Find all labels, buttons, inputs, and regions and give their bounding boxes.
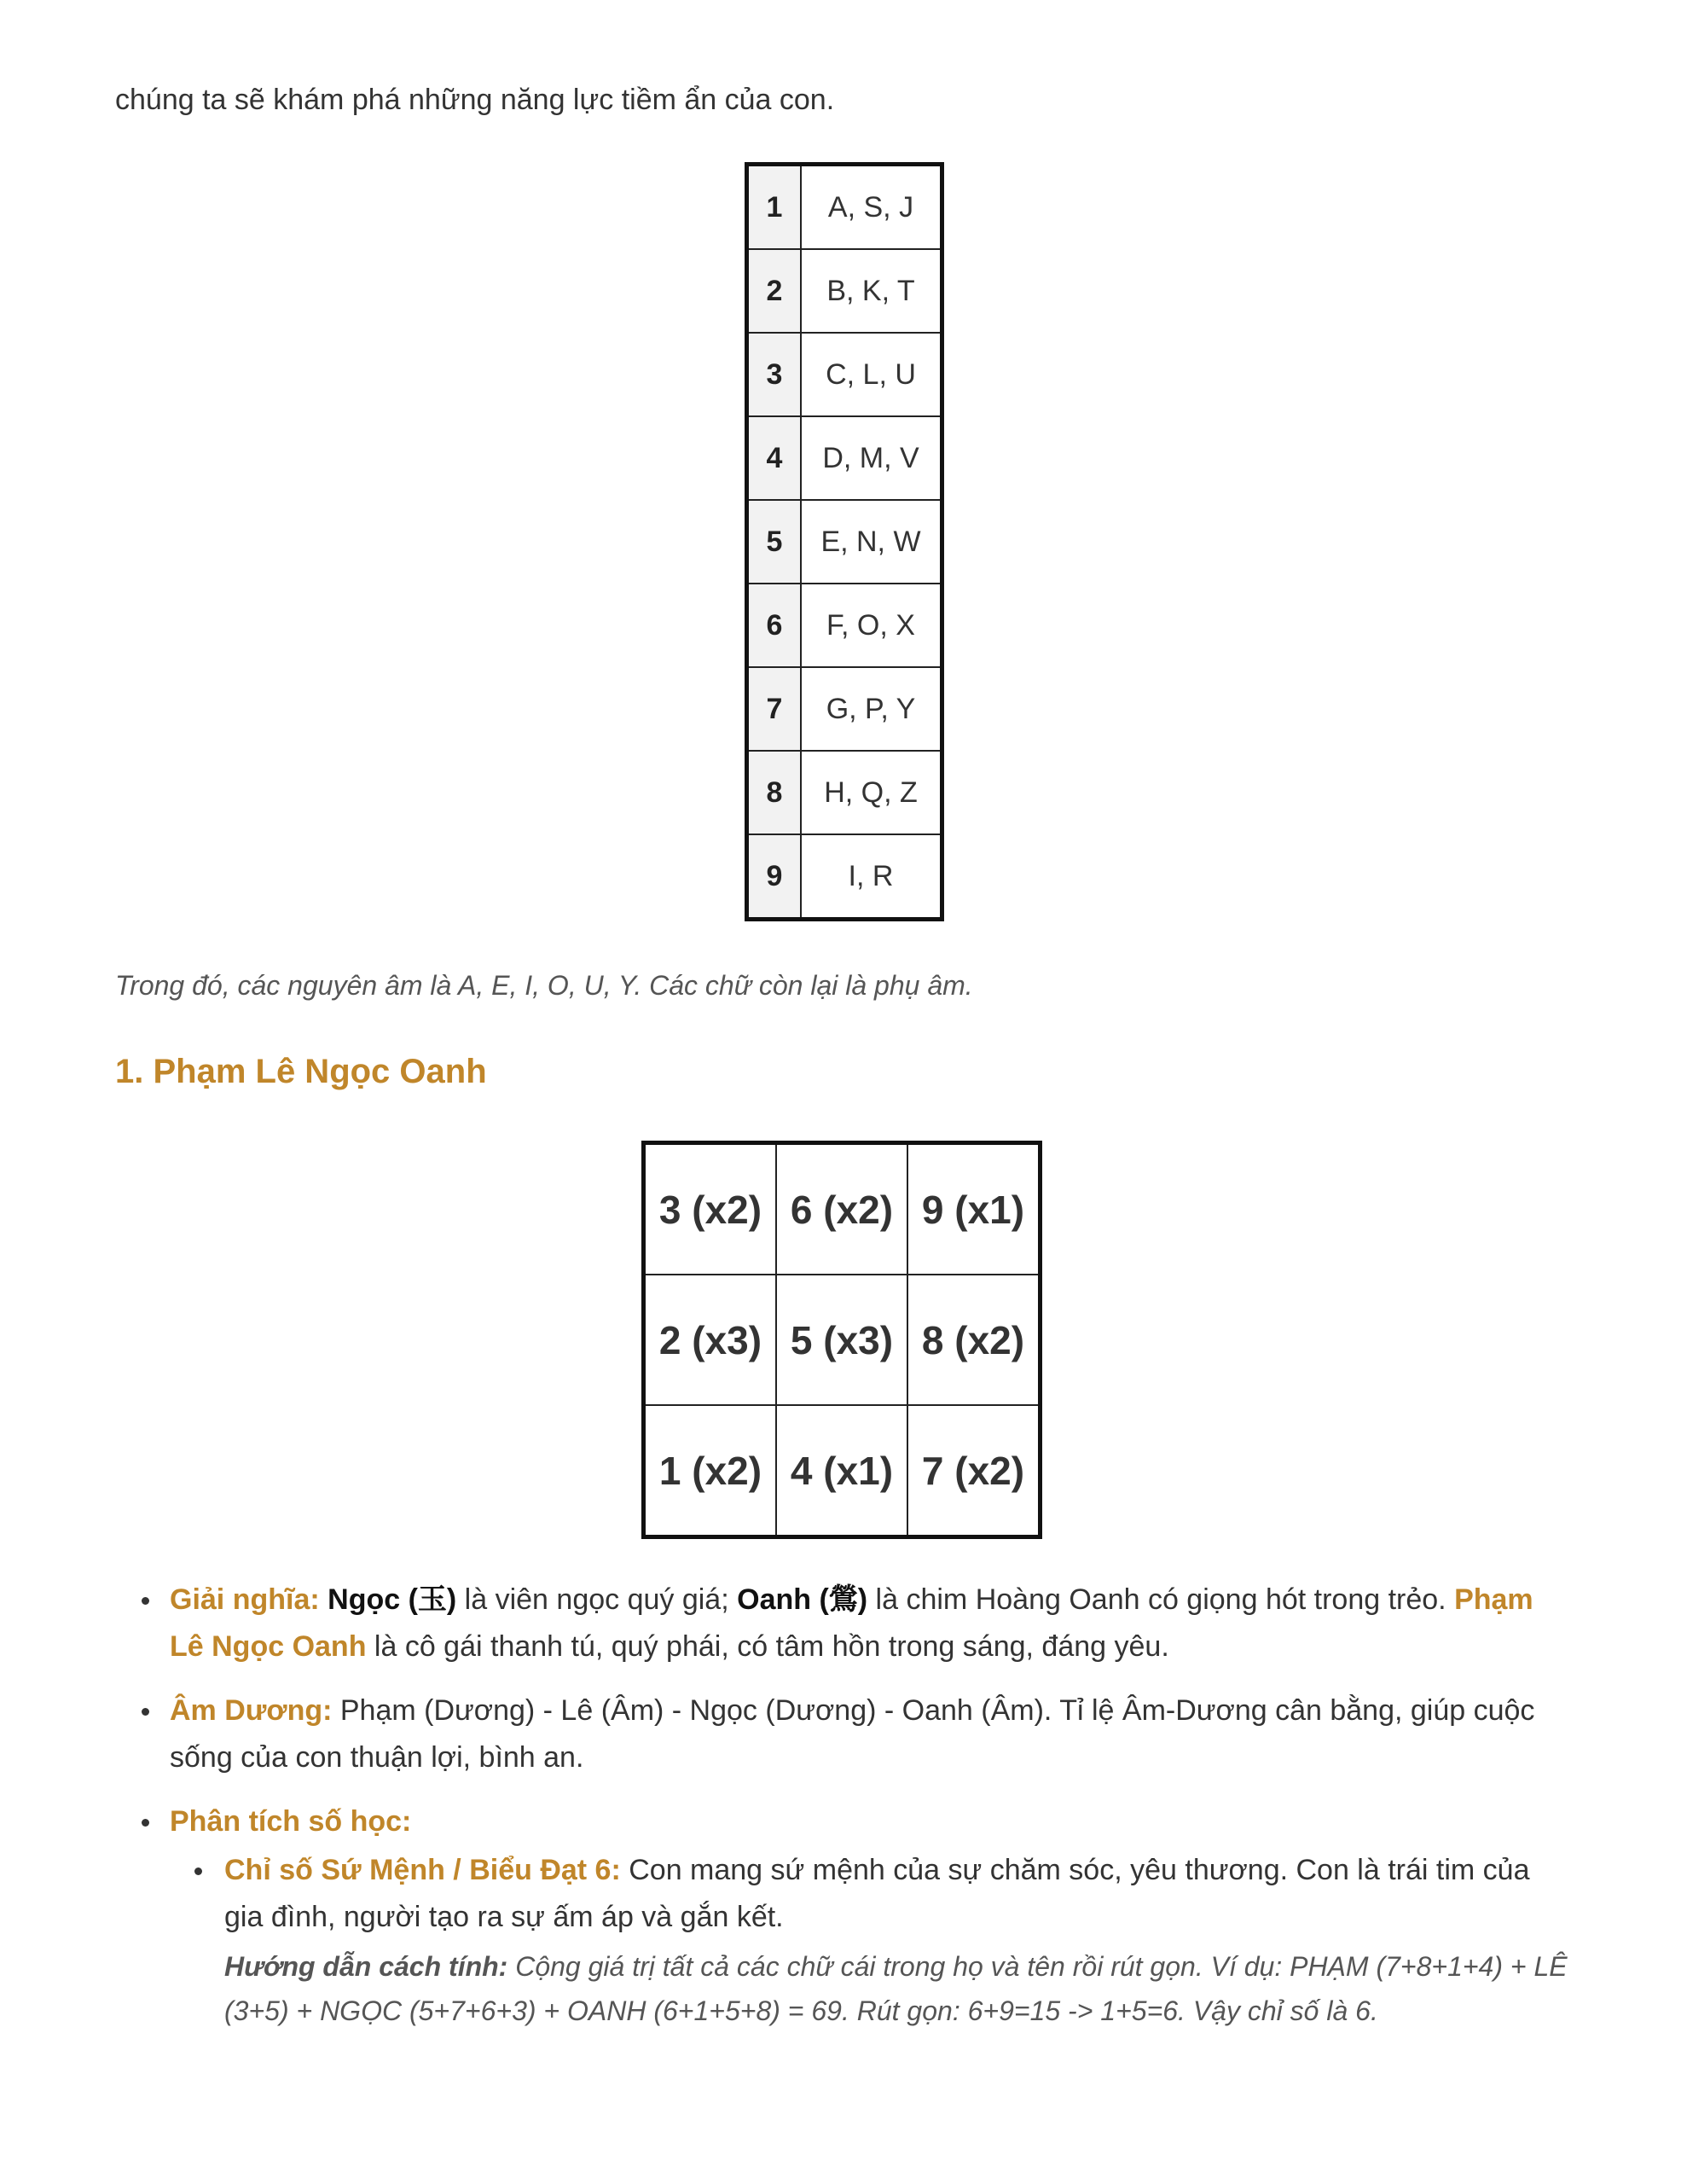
number-cell: 3 [747, 333, 802, 416]
grid-cell: 3 (x2) [644, 1143, 777, 1275]
number-cell: 1 [747, 165, 802, 250]
table-row [747, 751, 942, 834]
meaning-text-1: là viên ngọc quý giá; [456, 1583, 738, 1616]
number-cell: 9 [747, 834, 802, 920]
yinyang-label: Âm Dương: [170, 1694, 333, 1727]
guide-text: Cộng giá trị tất cả các chữ cái trong họ và tên rồi rút gọn. Ví dụ: PHẠM (7+8+1+4) + LÊ (3+5) + NGỌC (5+7+6+3) + OANH (6+1+5+8) = 69. Rút gọn: 6+9=15 -> 1+5=6. Vậy chỉ số là 6. [224, 1951, 1568, 2026]
letters-cell: H, Q, Z [801, 751, 942, 834]
analysis-list [115, 1577, 1574, 2050]
section-heading: 1. Phạm Lê Ngọc Oanh [115, 1053, 487, 1090]
table-row [747, 500, 942, 584]
ngoc-term: Ngọc (玉) [328, 1583, 457, 1616]
calculation-guide [224, 1944, 1574, 2033]
number-cell: 4 [747, 416, 802, 500]
number-cell: 6 [747, 584, 802, 667]
table-row [747, 834, 942, 920]
numerology-grid [641, 1141, 1042, 1539]
letters-cell: F, O, X [801, 584, 942, 667]
table-row [747, 249, 942, 333]
vowel-note: Trong đó, các nguyên âm là A, E, I, O, U, Y. Các chữ còn lại là phụ âm. [115, 970, 973, 1001]
grid-cell: 5 (x3) [776, 1275, 907, 1405]
grid-cell: 7 (x2) [907, 1405, 1041, 1537]
grid-cell: 8 (x2) [907, 1275, 1041, 1405]
list-item-yinyang [115, 1687, 1574, 1781]
table-row [747, 333, 942, 416]
full-name: Phạm Lê Ngọc Oanh [170, 1583, 1533, 1663]
letters-cell: G, P, Y [801, 667, 942, 751]
number-cell: 2 [747, 249, 802, 333]
mission-label: Chỉ số Sứ Mệnh / Biểu Đạt 6: [224, 1854, 621, 1886]
meaning-label: Giải nghĩa: [170, 1583, 320, 1616]
grid-cell: 9 (x1) [907, 1143, 1041, 1275]
analysis-label: Phân tích số học: [170, 1805, 412, 1838]
analysis-sublist [170, 1847, 1574, 2033]
letters-cell: A, S, J [801, 165, 942, 250]
mission-text: Con mang sứ mệnh của sự chăm sóc, yêu thương. Con là trái tim của gia đình, người tạo ra sự ấm áp và gắn kết. [224, 1854, 1530, 1933]
letters-cell: I, R [801, 834, 942, 920]
letters-cell: D, M, V [801, 416, 942, 500]
table-row [747, 165, 942, 250]
meaning-text-3: là cô gái thanh tú, quý phái, có tâm hồn trong sáng, đáng yêu. [366, 1630, 1169, 1663]
meaning-text-2: là chim Hoàng Oanh có giọng hót trong trẻo. [867, 1583, 1455, 1616]
letter-number-table [745, 162, 944, 921]
grid-cell: 1 (x2) [644, 1405, 777, 1537]
grid-cell: 6 (x2) [776, 1143, 907, 1275]
grid-cell: 2 (x3) [644, 1275, 777, 1405]
letters-cell: B, K, T [801, 249, 942, 333]
letters-cell: E, N, W [801, 500, 942, 584]
grid-row [644, 1405, 1041, 1537]
guide-label: Hướng dẫn cách tính: [224, 1951, 508, 1982]
grid-cell: 4 (x1) [776, 1405, 907, 1537]
yinyang-text: Phạm (Dương) - Lê (Âm) - Ngọc (Dương) - Oanh (Âm). Tỉ lệ Âm-Dương cân bằng, giúp cuộc sống của con thuận lợi, bình an. [170, 1694, 1535, 1774]
list-item-analysis [115, 1798, 1574, 2033]
table-row [747, 416, 942, 500]
number-cell: 5 [747, 500, 802, 584]
number-cell: 7 [747, 667, 802, 751]
table-row [747, 667, 942, 751]
grid-row [644, 1143, 1041, 1275]
letters-cell: C, L, U [801, 333, 942, 416]
list-item-mission [170, 1847, 1574, 2033]
table-row [747, 584, 942, 667]
grid-row [644, 1275, 1041, 1405]
oanh-term: Oanh (鶯) [737, 1583, 868, 1616]
intro-text: chúng ta sẽ khám phá những năng lực tiềm ẩn của con. [115, 84, 835, 116]
number-cell: 8 [747, 751, 802, 834]
list-item-meaning [115, 1577, 1574, 1670]
